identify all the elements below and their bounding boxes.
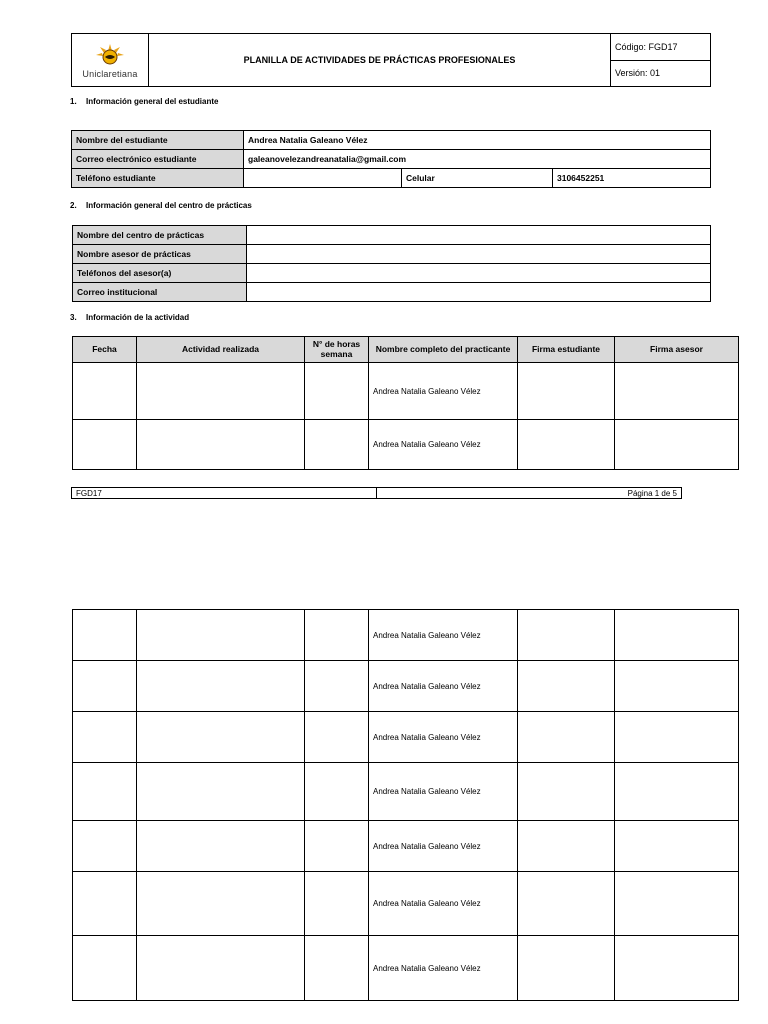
institutional-email-label: Correo institucional: [73, 283, 247, 302]
center-name-field[interactable]: [247, 226, 711, 245]
fecha-cell[interactable]: [73, 363, 137, 420]
horas-cell[interactable]: [305, 936, 369, 1001]
table-row: [73, 661, 739, 712]
table-row: [73, 245, 711, 264]
firma-estudiante-cell[interactable]: [518, 610, 615, 661]
advisor-phone-field[interactable]: [247, 264, 711, 283]
section-3-heading: [70, 313, 189, 322]
actividad-cell[interactable]: [137, 712, 305, 763]
practicante-cell: Andrea Natalia Galeano Vélez: [369, 821, 518, 872]
document-version: Versión: 01: [611, 60, 711, 87]
horas-cell[interactable]: [305, 712, 369, 763]
fecha-cell[interactable]: [73, 661, 137, 712]
horas-cell[interactable]: [305, 420, 369, 470]
firma-estudiante-cell[interactable]: [518, 420, 615, 470]
actividad-cell[interactable]: [137, 363, 305, 420]
table-row: [73, 712, 739, 763]
section-1-heading: [70, 97, 218, 106]
footer-page-number: Página 1 de 5: [377, 488, 682, 499]
horas-cell[interactable]: [305, 363, 369, 420]
col-actividad: Actividad realizada: [137, 337, 305, 363]
table-row: [73, 363, 739, 420]
actividad-cell[interactable]: [137, 936, 305, 1001]
advisor-name-field[interactable]: [247, 245, 711, 264]
logo: [72, 34, 149, 87]
table-row: [72, 169, 711, 188]
table-row: [73, 763, 739, 821]
student-phone-field[interactable]: [244, 169, 402, 188]
section-3-title: Información de la actividad: [86, 313, 190, 322]
table-row: [73, 936, 739, 1001]
page-footer: [71, 487, 682, 499]
section-1-number: 1.: [70, 97, 77, 106]
table-row: [73, 872, 739, 936]
col-practicante: Nombre completo del practicante: [369, 337, 518, 363]
practicante-cell: Andrea Natalia Galeano Vélez: [369, 872, 518, 936]
document-title: PLANILLA DE ACTIVIDADES DE PRÁCTICAS PROFESIONALES: [149, 34, 611, 87]
table-row: [72, 131, 711, 150]
col-horas: N° de horas semana: [305, 337, 369, 363]
horas-cell[interactable]: [305, 872, 369, 936]
student-phone-label: Teléfono estudiante: [72, 169, 244, 188]
firma-asesor-cell[interactable]: [615, 712, 739, 763]
section-2-number: 2.: [70, 201, 77, 210]
actividad-cell[interactable]: [137, 872, 305, 936]
student-email-label: Correo electrónico estudiante: [72, 150, 244, 169]
col-firma-estudiante: Firma estudiante: [518, 337, 615, 363]
practicante-cell: Andrea Natalia Galeano Vélez: [369, 420, 518, 470]
fecha-cell[interactable]: [73, 872, 137, 936]
student-name-label: Nombre del estudiante: [72, 131, 244, 150]
firma-estudiante-cell[interactable]: [518, 363, 615, 420]
firma-asesor-cell[interactable]: [615, 661, 739, 712]
institutional-email-field[interactable]: [247, 283, 711, 302]
horas-cell[interactable]: [305, 763, 369, 821]
student-cell-label: Celular: [402, 169, 553, 188]
firma-estudiante-cell[interactable]: [518, 936, 615, 1001]
table-row: [73, 821, 739, 872]
practicante-cell: Andrea Natalia Galeano Vélez: [369, 610, 518, 661]
fecha-cell[interactable]: [73, 936, 137, 1001]
firma-estudiante-cell[interactable]: [518, 872, 615, 936]
section-1-title: Información general del estudiante: [86, 97, 219, 106]
actividad-cell[interactable]: [137, 661, 305, 712]
actividad-cell[interactable]: [137, 420, 305, 470]
fecha-cell[interactable]: [73, 763, 137, 821]
table-row: [73, 610, 739, 661]
firma-estudiante-cell[interactable]: [518, 763, 615, 821]
fecha-cell[interactable]: [73, 821, 137, 872]
fecha-cell[interactable]: [73, 420, 137, 470]
section-2-heading: [70, 201, 252, 210]
section-3-number: 3.: [70, 313, 77, 322]
firma-estudiante-cell[interactable]: [518, 661, 615, 712]
footer-code: FGD17: [72, 488, 377, 499]
student-email-field[interactable]: galeanovelezandreanatalia@gmail.com: [244, 150, 711, 169]
activity-table-page-1: [72, 336, 739, 470]
activity-table-page-2: [72, 609, 739, 1001]
practicante-cell: Andrea Natalia Galeano Vélez: [369, 661, 518, 712]
col-fecha: Fecha: [73, 337, 137, 363]
document-header: [71, 33, 711, 87]
firma-asesor-cell[interactable]: [615, 610, 739, 661]
actividad-cell[interactable]: [137, 821, 305, 872]
horas-cell[interactable]: [305, 610, 369, 661]
practicante-cell: Andrea Natalia Galeano Vélez: [369, 936, 518, 1001]
firma-estudiante-cell[interactable]: [518, 821, 615, 872]
firma-asesor-cell[interactable]: [615, 420, 739, 470]
practice-center-table: [72, 225, 711, 302]
fecha-cell[interactable]: [73, 712, 137, 763]
firma-asesor-cell[interactable]: [615, 872, 739, 936]
firma-asesor-cell[interactable]: [615, 363, 739, 420]
uniclaretiana-logo-icon: [90, 41, 130, 69]
firma-asesor-cell[interactable]: [615, 936, 739, 1001]
col-firma-asesor: Firma asesor: [615, 337, 739, 363]
firma-asesor-cell[interactable]: [615, 763, 739, 821]
table-row: [73, 264, 711, 283]
table-row: [73, 420, 739, 470]
horas-cell[interactable]: [305, 661, 369, 712]
activity-header-row: [73, 337, 739, 363]
actividad-cell[interactable]: [137, 763, 305, 821]
advisor-phone-label: Teléfonos del asesor(a): [73, 264, 247, 283]
fecha-cell[interactable]: [73, 610, 137, 661]
practicante-cell: Andrea Natalia Galeano Vélez: [369, 712, 518, 763]
table-row: [72, 150, 711, 169]
student-info-table: [71, 130, 711, 188]
student-name-field[interactable]: Andrea Natalia Galeano Vélez: [244, 131, 711, 150]
table-row: [73, 226, 711, 245]
practicante-cell: Andrea Natalia Galeano Vélez: [369, 363, 518, 420]
actividad-cell[interactable]: [137, 610, 305, 661]
student-cell-field[interactable]: 3106452251: [553, 169, 711, 188]
center-name-label: Nombre del centro de prácticas: [73, 226, 247, 245]
firma-asesor-cell[interactable]: [615, 821, 739, 872]
section-2-title: Información general del centro de prácticas: [86, 201, 252, 210]
horas-cell[interactable]: [305, 821, 369, 872]
table-row: [73, 283, 711, 302]
firma-estudiante-cell[interactable]: [518, 712, 615, 763]
logo-text: Uniclaretiana: [82, 69, 138, 79]
advisor-name-label: Nombre asesor de prácticas: [73, 245, 247, 264]
practicante-cell: Andrea Natalia Galeano Vélez: [369, 763, 518, 821]
document-code: Código: FGD17: [611, 34, 711, 61]
